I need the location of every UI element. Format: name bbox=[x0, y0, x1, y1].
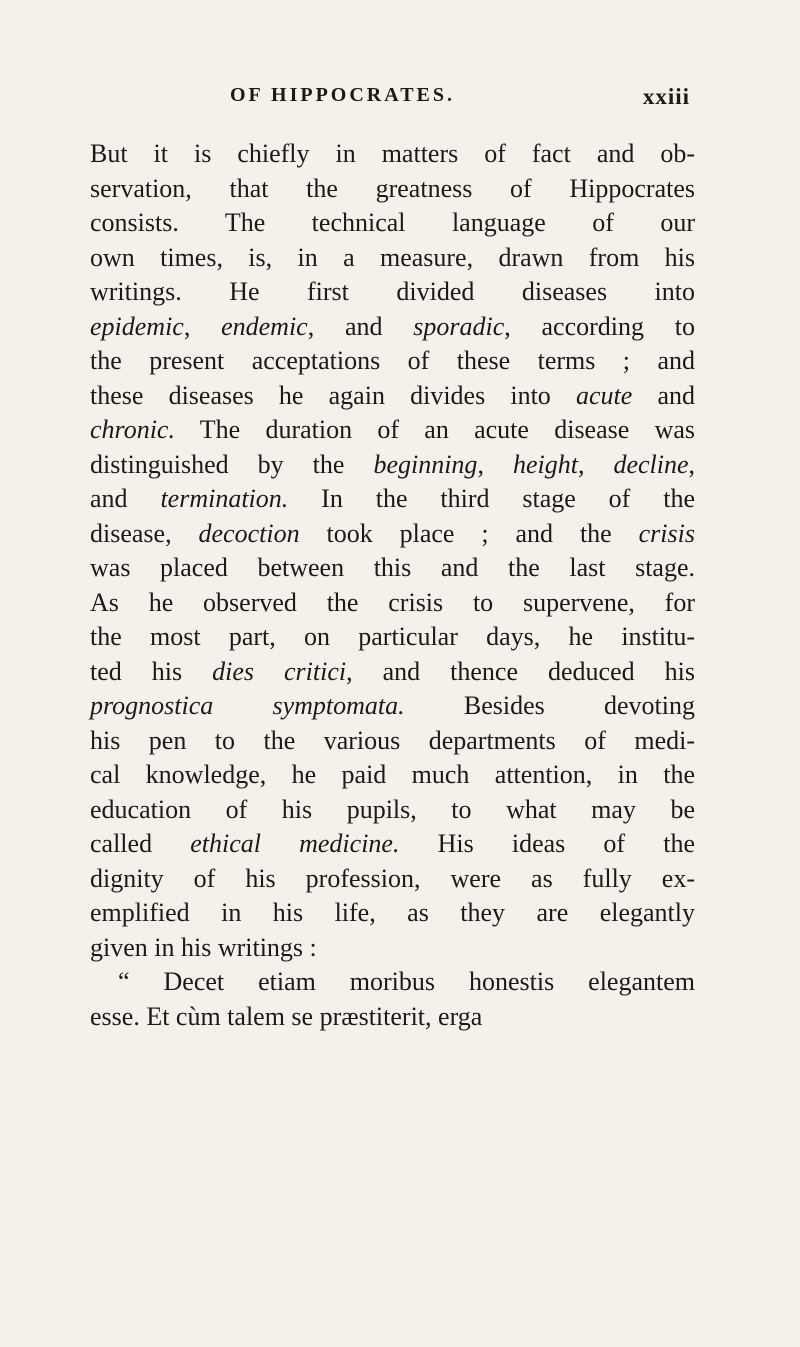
text-line bbox=[90, 965, 695, 1000]
text-run: In the third stage of the bbox=[288, 484, 695, 513]
text-line bbox=[90, 206, 695, 241]
text-run: given in his writings : bbox=[90, 932, 317, 962]
text-run: servation, that the greatness of Hippocrates bbox=[90, 173, 695, 203]
text-run: , bbox=[477, 449, 513, 479]
text-run: , according to bbox=[504, 311, 695, 341]
italic-term: sporadic bbox=[413, 311, 505, 341]
italic-term: beginning bbox=[373, 449, 478, 479]
text-run: distinguished by the bbox=[90, 449, 374, 479]
text-line bbox=[90, 793, 695, 828]
text-run: But it is chiefly in matters of fact and ob- bbox=[90, 139, 695, 168]
text-run: own times, is, in a measure, drawn from his bbox=[90, 242, 695, 272]
text-run: esse. Et cùm talem se præstiterit, erga bbox=[90, 1001, 483, 1031]
text-line bbox=[90, 758, 695, 793]
italic-term: decline bbox=[613, 449, 689, 479]
text-line bbox=[90, 551, 695, 586]
text-line bbox=[90, 1000, 695, 1035]
text-run: these diseases he again divides into bbox=[90, 380, 576, 410]
text-run: and bbox=[90, 484, 161, 513]
text-line bbox=[90, 827, 695, 862]
italic-term: dies critici bbox=[212, 656, 347, 686]
page-number: xxiii bbox=[642, 84, 690, 109]
italic-term: prognostica symptomata. bbox=[90, 691, 405, 720]
text-line bbox=[90, 896, 695, 931]
text-run: was placed between this and the last stage. bbox=[90, 553, 695, 582]
text-run: emplified in his life, as they are elegantly bbox=[90, 898, 695, 927]
italic-term: crisis bbox=[638, 518, 695, 548]
text-line bbox=[90, 689, 695, 724]
text-line bbox=[90, 517, 695, 552]
text-run: As he observed the crisis to supervene, for bbox=[90, 587, 695, 617]
text-line bbox=[90, 724, 695, 759]
text-run: His ideas of the bbox=[399, 829, 695, 858]
text-line bbox=[90, 137, 695, 172]
text-run: , bbox=[577, 449, 614, 479]
text-run: the present acceptations of these terms ; and bbox=[90, 346, 695, 375]
text-run: , and bbox=[307, 311, 414, 341]
text-run: his pen to the various departments of medi- bbox=[90, 725, 695, 755]
running-head-title: OF HIPPOCRATES. bbox=[230, 84, 456, 106]
text-run: consists. The technical language of our bbox=[90, 208, 695, 237]
text-run: Besides devoting bbox=[404, 691, 695, 720]
italic-term: chronic. bbox=[90, 415, 175, 444]
text-run: and bbox=[632, 380, 695, 410]
text-line bbox=[90, 482, 695, 517]
italic-term: endemic bbox=[221, 311, 308, 341]
body-text bbox=[90, 137, 695, 1034]
text-run: cal knowledge, he paid much attention, in the bbox=[90, 760, 695, 789]
italic-term: decoction bbox=[198, 518, 300, 548]
italic-term: height bbox=[512, 449, 578, 479]
text-run: ted his bbox=[90, 656, 213, 686]
text-run: took place ; and the bbox=[299, 518, 639, 548]
text-line bbox=[90, 448, 695, 483]
text-run: , and thence deduced his bbox=[346, 656, 695, 686]
text-run: disease, bbox=[90, 518, 199, 548]
text-run: education of his pupils, to what may be bbox=[90, 794, 695, 824]
text-run: The duration of an acute disease was bbox=[174, 415, 695, 444]
text-line bbox=[90, 862, 695, 897]
italic-term: termination. bbox=[160, 484, 289, 513]
text-line bbox=[90, 241, 695, 276]
text-line bbox=[90, 586, 695, 621]
text-line bbox=[90, 310, 695, 345]
italic-term: epidemic bbox=[90, 311, 184, 341]
text-run: , bbox=[183, 311, 222, 341]
text-line bbox=[90, 655, 695, 690]
running-head bbox=[230, 84, 690, 114]
text-line bbox=[90, 275, 695, 310]
text-line bbox=[90, 931, 695, 966]
italic-term: ethical medicine. bbox=[190, 829, 400, 858]
italic-term: acute bbox=[575, 380, 633, 410]
text-line bbox=[90, 620, 695, 655]
text-line bbox=[90, 413, 695, 448]
text-line bbox=[90, 379, 695, 414]
text-run: , bbox=[688, 449, 696, 479]
text-run: called bbox=[90, 829, 191, 858]
text-line bbox=[90, 344, 695, 379]
text-run: the most part, on particular days, he institu- bbox=[90, 622, 695, 651]
text-run: “ Decet etiam moribus honestis elegantem bbox=[118, 967, 695, 996]
text-run: writings. He first divided diseases into bbox=[90, 277, 695, 306]
text-line bbox=[90, 172, 695, 207]
text-run: dignity of his profession, were as fully ex- bbox=[90, 863, 695, 893]
